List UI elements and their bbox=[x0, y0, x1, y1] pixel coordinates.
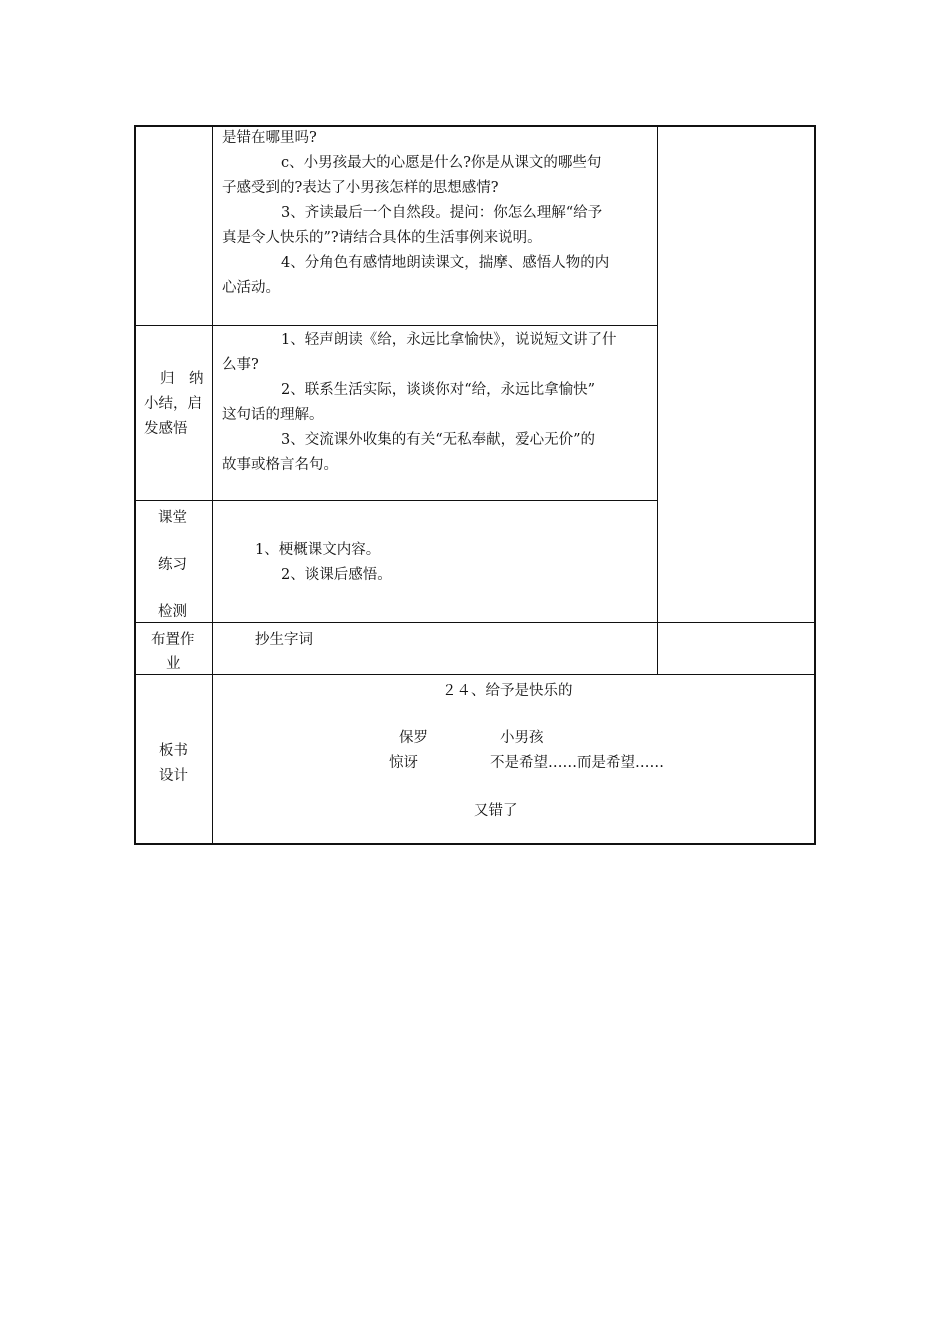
row2-line-6: 故事或格言名句。 bbox=[222, 457, 338, 473]
notes-column-divider-lower bbox=[657, 622, 658, 674]
row-divider-2 bbox=[134, 500, 658, 501]
row3-line-1: 1、梗概课文内容。 bbox=[255, 542, 381, 558]
row3-line-2: 2、谈课后感悟。 bbox=[281, 567, 392, 583]
board-title: ２４、给予是快乐的 bbox=[442, 683, 573, 699]
row5-label-line-1: 板书 bbox=[159, 743, 188, 759]
row2-line-4: 这句话的理解。 bbox=[222, 407, 324, 423]
row2-line-2: 么事? bbox=[222, 357, 259, 373]
row5-label-line-2: 设计 bbox=[159, 768, 188, 784]
row2-line-3: 2、联系生活实际，谈谈你对“给，永远比拿愉快” bbox=[281, 382, 596, 398]
row1-line-7: 心活动。 bbox=[222, 280, 280, 296]
row2-label-line-3: 发感悟 bbox=[144, 421, 188, 437]
row4-content: 抄生字词 bbox=[255, 632, 313, 648]
row-divider-3 bbox=[134, 622, 816, 623]
board-left-word: 惊讶 bbox=[389, 755, 418, 771]
row4-label-line-2: 业 bbox=[166, 656, 181, 672]
row2-label-line-2: 小结，启 bbox=[144, 396, 202, 412]
row3-label-line-3: 检测 bbox=[158, 604, 187, 620]
row1-line-4: 3、齐读最后一个自然段。提问：你怎么理解“给予 bbox=[281, 205, 603, 221]
row1-line-1: 是错在哪里吗? bbox=[222, 130, 317, 146]
table-border-right bbox=[814, 125, 816, 845]
row1-line-5: 真是令人快乐的”?请结合具体的生活事例来说明。 bbox=[222, 230, 542, 246]
board-right-name: 小男孩 bbox=[500, 730, 544, 746]
board-bottom: 又错了 bbox=[474, 803, 518, 819]
row1-line-3: 子感受到的?表达了小男孩怎样的思想感情? bbox=[222, 180, 499, 196]
table-border-left bbox=[134, 125, 136, 845]
board-right-phrase: 不是希望……而是希望…… bbox=[490, 755, 664, 771]
row1-line-6: 4、分角色有感情地朗读课文，揣摩、感悟人物的内 bbox=[281, 255, 610, 271]
row4-label-line-1: 布置作 bbox=[151, 632, 195, 648]
notes-column-divider-upper bbox=[657, 125, 658, 622]
row1-line-2: c、小男孩最大的心愿是什么?你是从课文的哪些句 bbox=[281, 155, 602, 171]
row3-label-line-2: 练习 bbox=[158, 557, 187, 573]
row-divider-1 bbox=[134, 325, 658, 326]
label-column-divider bbox=[212, 125, 213, 845]
row3-label-line-1: 课堂 bbox=[158, 510, 187, 526]
row2-line-5: 3、交流课外收集的有关“无私奉献，爱心无价”的 bbox=[281, 432, 596, 448]
board-left-name: 保罗 bbox=[399, 730, 428, 746]
row2-line-1: 1、轻声朗读《给，永远比拿愉快》，说说短文讲了什 bbox=[281, 332, 617, 348]
row2-label-line-1: 归 纳 bbox=[160, 371, 204, 387]
table-border-bottom bbox=[134, 843, 816, 845]
row-divider-4 bbox=[134, 674, 816, 675]
